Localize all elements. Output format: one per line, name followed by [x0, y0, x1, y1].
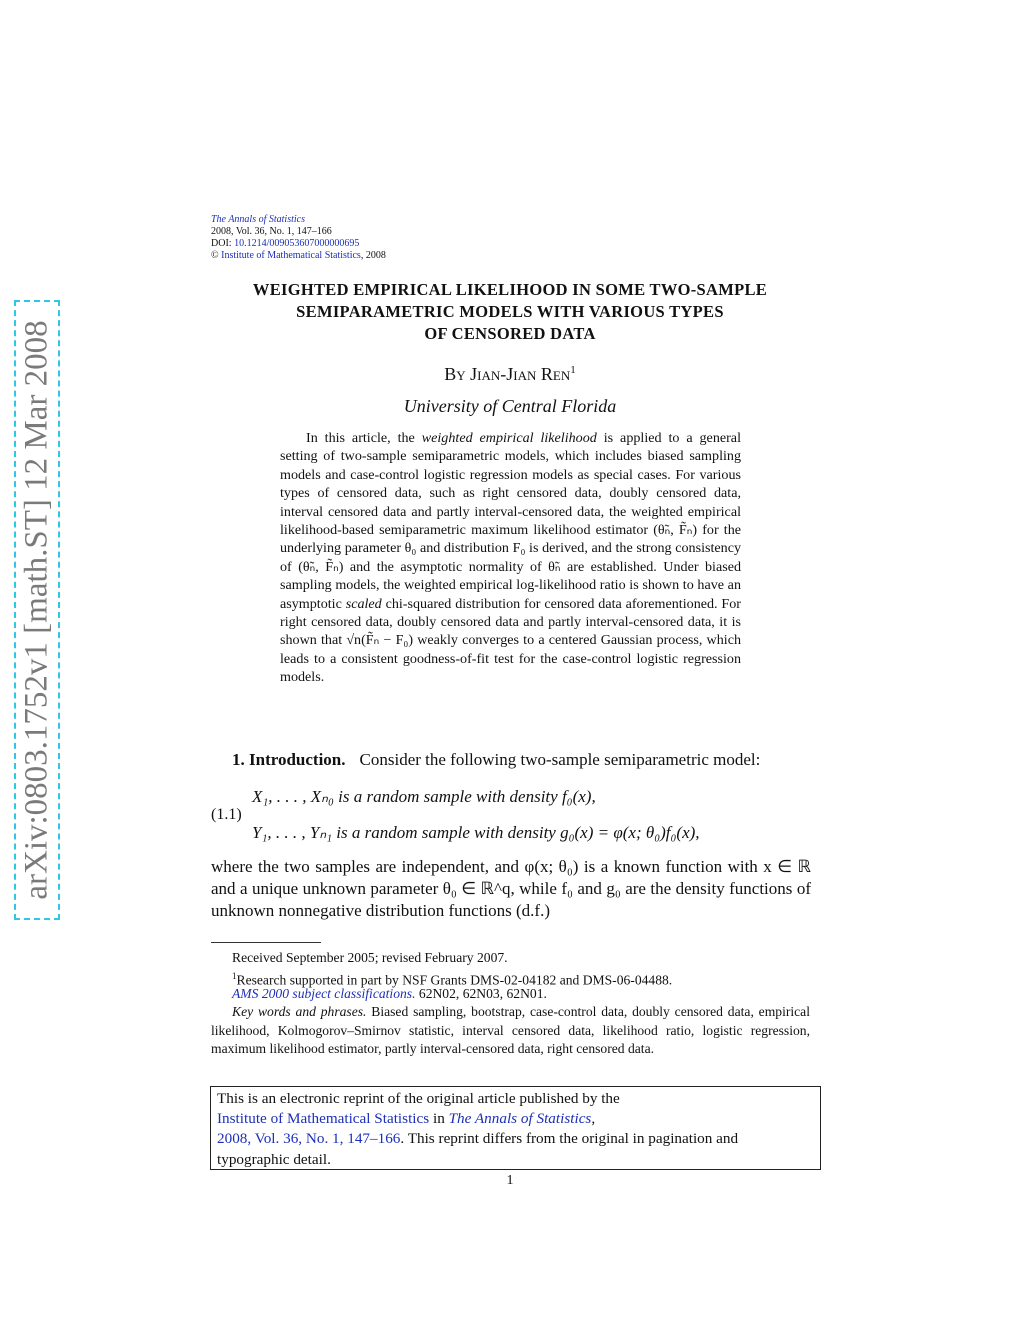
- footnote-rule: [211, 942, 321, 943]
- equation-number: (1.1): [211, 806, 242, 823]
- author: [180, 364, 840, 385]
- reprint-citation-link[interactable]: 2008, Vol. 36, No. 1, 147–166: [217, 1130, 401, 1148]
- title-line-1: WEIGHTED EMPIRICAL LIKELIHOOD IN SOME TWO-SAMPLE: [252, 280, 768, 299]
- author-footnote-mark: 1: [570, 364, 576, 376]
- abstract: [280, 429, 741, 687]
- copyright-line: [211, 250, 386, 262]
- reprint-comma: ,: [591, 1110, 596, 1128]
- footnote-keywords: [211, 1003, 810, 1059]
- ams-codes: 62N02, 62N03, 62N01.: [415, 986, 547, 1001]
- journal-name-link[interactable]: The Annals of Statistics: [211, 214, 305, 225]
- doi-line: [211, 238, 359, 250]
- reprint-institute-link[interactable]: Institute of Mathematical Statistics: [217, 1110, 430, 1128]
- doi-link[interactable]: 10.1214/009053607000000695: [234, 238, 360, 249]
- reprint-line-1: This is an electronic reprint of the original article published by the: [217, 1090, 620, 1107]
- equation-line-2: Y₁, . . . , Yₙ₁ is a random sample with density g₀(x) = φ(x; θ₀)f₀(x),: [252, 823, 700, 842]
- reprint-notice: [210, 1086, 821, 1170]
- copyright-icon: ©: [211, 250, 219, 261]
- keywords-label: Key words and phrases.: [232, 1004, 367, 1019]
- footnote-received: Received September 2005; revised February 2007.: [232, 950, 508, 965]
- body-paragraph: where the two samples are independent, and φ(x; θ₀) is a known function with x ∈ ℝ and a unique unknown parameter θ₀ ∈ ℝ^q, while f₀ and g₀ are the density functions of unknown nonnegative distribution functions (d.f.): [211, 857, 811, 920]
- title-line-3: OF CENSORED DATA: [424, 324, 596, 343]
- ams-classification-link[interactable]: AMS 2000 subject classifications.: [232, 986, 416, 1001]
- reprint-rest: . This reprint differs from the original in pagination and typographic detail.: [217, 1130, 739, 1168]
- abstract-text-2: is applied to a general setting of two-sample semiparametric models, which includes biased sampling models and case-control logistic regression models as special cases. For various types of censored data, such as right censored data, doubly censored data, interval censored data and partly interval-censored data, the weighted empirical likelihood-based semiparametric maximum likelihood estimator (θ̃ₙ, F̃ₙ) for the underlying parameter θ₀ and distribution F₀ is derived, and the strong consistency of (θ̃ₙ, F̃ₙ) and the asymptotic normality of θ̃ₙ are established. Under biased sampling models, the weighted empirical log-likelihood ratio is shown to have an asymptotic: [280, 430, 741, 612]
- journal-volume: 2008, Vol. 36, No. 1, 147–166: [211, 226, 332, 237]
- arxiv-stamp-text: arXiv:0803.1752v1 [math.ST] 12 Mar 2008: [18, 320, 55, 900]
- abstract-text-3: chi-squared distribution for censored data aforementioned. For right censored data, doubly censored data and partly interval-censored data, it is shown that √n(F̃ₙ − F₀) weakly converges to a centered Gaussian process, which leads to a consistent goodness-of-fit test for the case-control logistic regression models.: [280, 595, 741, 686]
- abstract-emphasis-2: scaled: [345, 595, 382, 612]
- abstract-emphasis-1: weighted empirical likelihood: [421, 430, 597, 446]
- section-heading: 1. Introduction.: [232, 750, 346, 769]
- page-number: 1: [506, 1173, 514, 1188]
- title-line-2: SEMIPARAMETRIC MODELS WITH VARIOUS TYPES: [296, 302, 724, 321]
- arxiv-stamp: [14, 300, 60, 920]
- keywords-text: Biased sampling, bootstrap, case-control data, doubly censored data, empirical likelihood, Kolmogorov–Smirnov statistic, interval censored data, likelihood ratio, logistic regression, maximum likelihood estimator, partly interval-censored data, right censored data.: [211, 1004, 810, 1056]
- author-name: By Jian-Jian Ren: [444, 364, 571, 384]
- reprint-journal-link[interactable]: The Annals of Statistics: [448, 1110, 592, 1128]
- reprint-in: in: [429, 1110, 449, 1128]
- intro-line: [232, 750, 760, 770]
- footnote-research-text: Research supported in part by NSF Grants DMS-02-04182 and DMS-06-04488.: [236, 972, 673, 988]
- copyright-year: , 2008: [360, 250, 386, 261]
- intro-text: Consider the following two-sample semiparametric model:: [359, 750, 761, 769]
- paper-title: [180, 279, 840, 345]
- footnote-mark: 1: [232, 971, 237, 981]
- footnote-ams: [232, 985, 547, 1004]
- equation-line-1: X₁, . . . , Xₙ₀ is a random sample with density f₀(x),: [252, 787, 596, 806]
- abstract-text-1: In this article, the: [306, 430, 422, 446]
- institute-link[interactable]: Institute of Mathematical Statistics: [221, 250, 361, 261]
- affiliation: University of Central Florida: [403, 396, 617, 416]
- doi-label: DOI:: [211, 238, 235, 249]
